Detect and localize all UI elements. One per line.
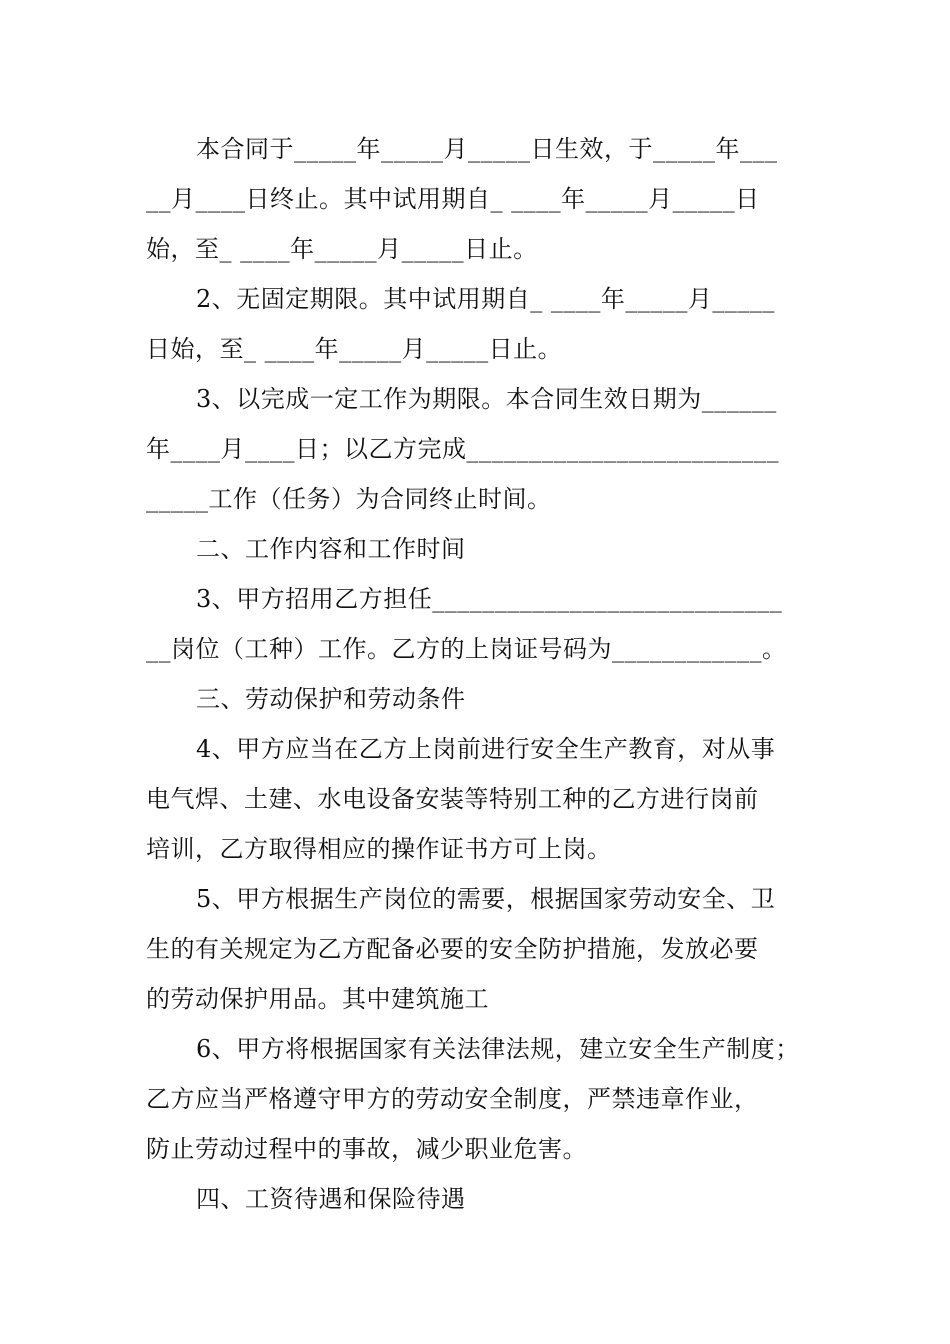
paragraph-line: 年____月____日；以乙方完成_________________________: [146, 435, 779, 463]
paragraph-line: 4、甲方应当在乙方上岗前进行安全生产教育，对从事: [196, 735, 776, 763]
paragraph-line: 日始，至_ ____年_____月_____日止。: [146, 335, 563, 363]
paragraph-line: 2、无固定期限。其中试用期自_ ____年_____月_____: [196, 285, 775, 313]
paragraph-line: _____工作（任务）为合同终止时间。: [146, 485, 552, 513]
paragraph-line: __岗位（工种）工作。乙方的上岗证号码为____________。: [146, 635, 787, 663]
paragraph-line: 3、甲方招用乙方担任____________________________: [196, 585, 783, 613]
paragraph-line: 防止劳动过程中的事故，减少职业危害。: [146, 1135, 587, 1163]
paragraph-line: 生的有关规定为乙方配备必要的安全防护措施，发放必要: [146, 935, 759, 963]
paragraph-line: 培训，乙方取得相应的操作证书方可上岗。: [146, 835, 612, 863]
paragraph-line: 乙方应当严格遵守甲方的劳动安全制度，严禁违章作业，: [146, 1085, 759, 1113]
paragraph-line: 的劳动保护用品。其中建筑施工: [146, 985, 489, 1013]
paragraph-line: 本合同于_____年_____月_____日生效，于_____年___: [196, 135, 778, 163]
section-heading: 三、劳动保护和劳动条件: [196, 685, 466, 713]
paragraph-line: 5、甲方根据生产岗位的需要，根据国家劳动安全、卫: [196, 885, 776, 913]
section-heading: 二、工作内容和工作时间: [196, 535, 466, 563]
paragraph-line: 6、甲方将根据国家有关法律法规，建立安全生产制度；: [196, 1035, 800, 1063]
paragraph-line: __月____日终止。其中试用期自_ ____年_____月_____日: [146, 185, 760, 213]
paragraph-line: 电气焊、土建、水电设备安装等特别工种的乙方进行岗前: [146, 785, 759, 813]
section-heading: 四、工资待遇和保险待遇: [196, 1185, 466, 1213]
paragraph-line: 3、以完成一定工作为期限。本合同生效日期为______: [196, 385, 777, 413]
paragraph-line: 始，至_ ____年_____月_____日止。: [146, 235, 538, 263]
